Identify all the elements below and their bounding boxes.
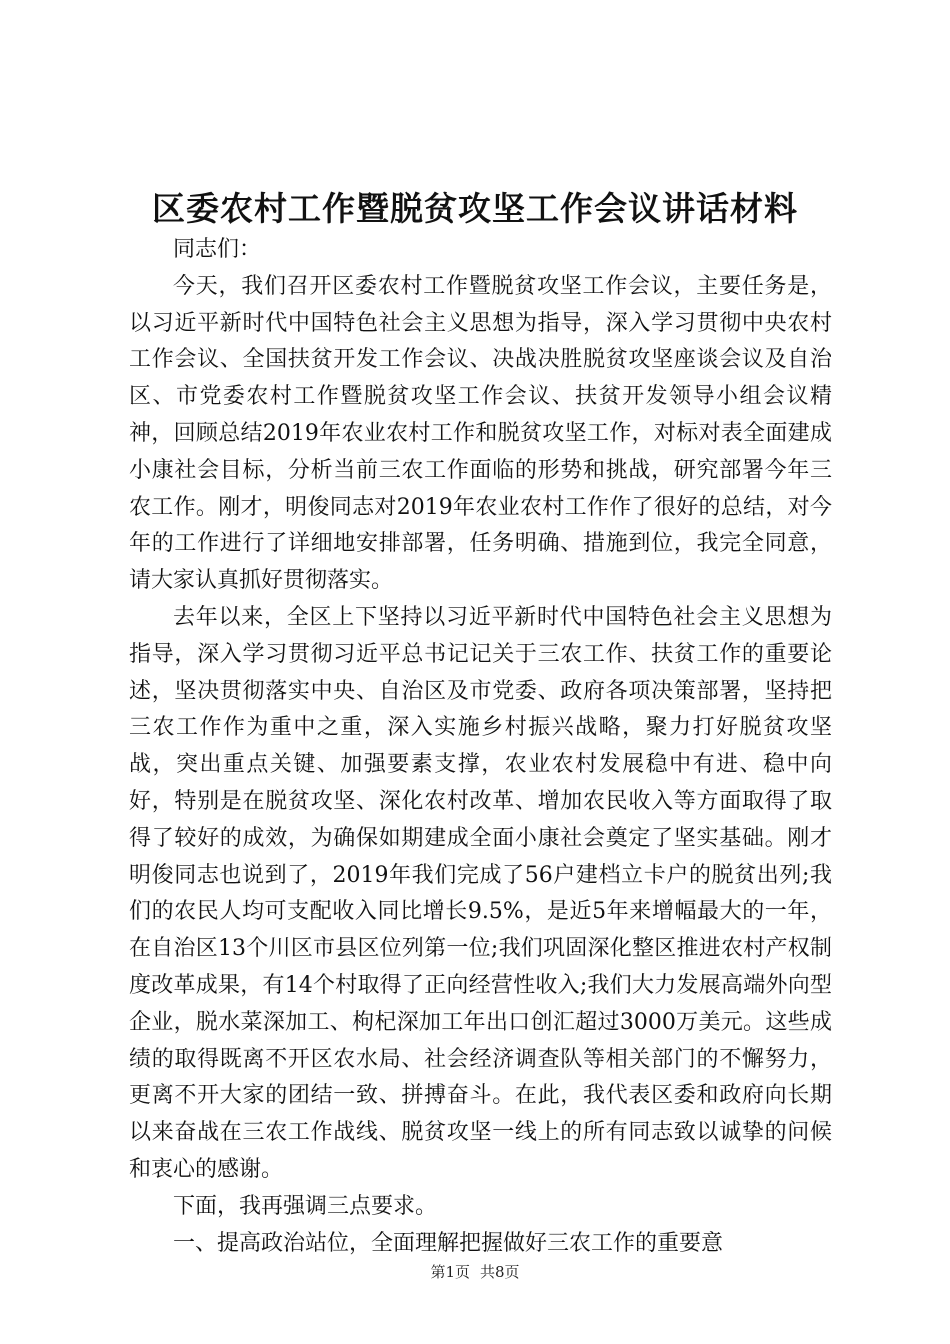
page-footer — [0, 1262, 950, 1282]
body-paragraph: 今天，我们召开区委农村工作暨脱贫攻坚工作会议，主要任务是，以习近平新时代中国特色社会主义思想为指导，深入学习贯彻中央农村工作会议、全国扶贫开发工作会议、决战决胜脱贫攻坚座谈会议及自治区、市党委农村工作暨脱贫攻坚工作会议、扶贫开发领导小组会议精神，回顾总结2019年农业农村工作和脱贫攻坚工作，对标对表全面建成小康社会目标，分析当前三农工作面临的形势和挑战，研究部署今年三农工作。刚才，明俊同志对2019年农业农村工作作了很好的总结，对今年的工作进行了详细地安排部署，任务明确、措施到位，我完全同意，请大家认真抓好贯彻落实。 — [129, 273, 832, 594]
salutation-paragraph: 同志们： — [173, 237, 262, 262]
document-title: 区委农村工作暨脱贫攻坚工作会议讲话材料 — [152, 189, 798, 228]
body-paragraph: 下面，我再强调三点要求。 — [173, 1193, 438, 1219]
section-heading-paragraph: 一、提高政治站位，全面理解把握做好三农工作的重要意 — [173, 1230, 724, 1256]
document-body — [129, 232, 832, 1262]
page-number: 第1页 — [430, 1263, 470, 1281]
page-total: 共8页 — [480, 1263, 520, 1281]
body-paragraph: 去年以来，全区上下坚持以习近平新时代中国特色社会主义思想为指导，深入学习贯彻习近平总书记记关于三农工作、扶贫工作的重要论述，坚决贯彻落实中央、自治区及市党委、政府各项决策部署，坚持把三农工作作为重中之重，深入实施乡村振兴战略，聚力打好脱贫攻坚战，突出重点关键、加强要素支撑，农业农村发展稳中有进、稳中向好，特别是在脱贫攻坚、深化农村改革、增加农民收入等方面取得了取得了较好的成效，为确保如期建成全面小康社会奠定了坚实基础。刚才明俊同志也说到了，2019年我们完成了56户建档立卡户的脱贫出列;我们的农民人均可支配收入同比增长9.5%，是近5年来增幅最大的一年，在自治区13个川区市县区位列第一位;我们巩固深化整区推进农村产权制度改革成果，有14个村取得了正向经营性收入;我们大力发展高端外向型企业，脱水菜深加工、枸杞深加工年出口创汇超过3000万美元。这些成绩的取得既离不开区农水局、社会经济调查队等相关部门的不懈努力，更离不开大家的团结一致、拼搏奋斗。在此，我代表区委和政府向长期以来奋战在三农工作战线、脱贫攻坚一线上的所有同志致以诚挚的问候和衷心的感谢。 — [129, 604, 832, 1182]
